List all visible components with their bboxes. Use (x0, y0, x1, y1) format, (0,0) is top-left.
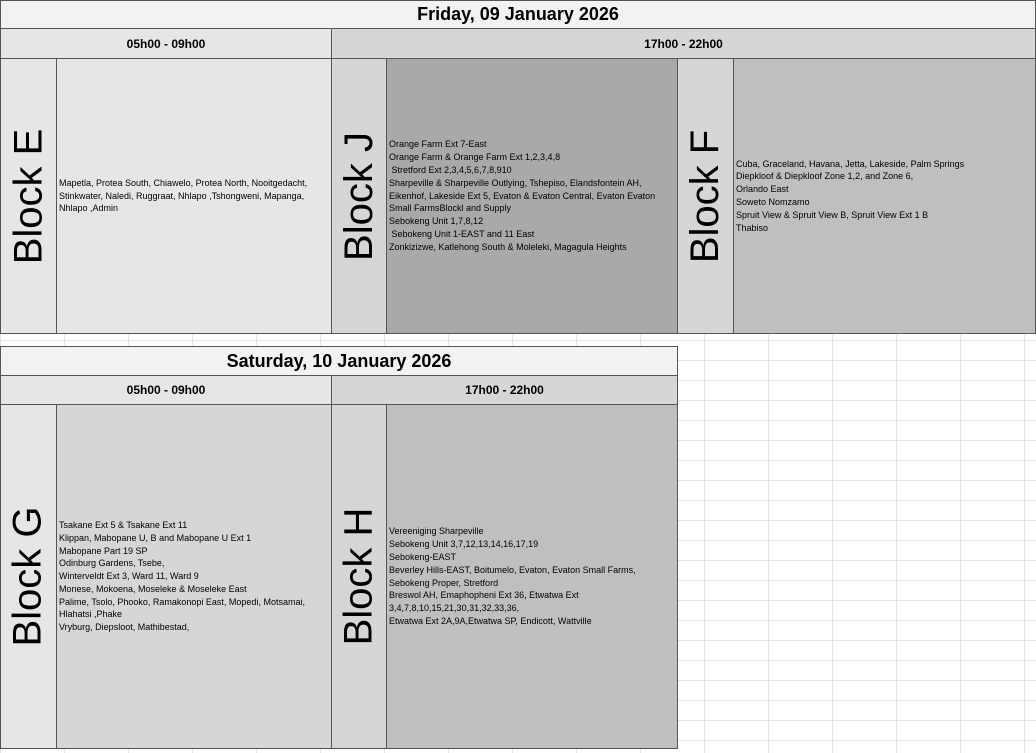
block-areas-e (56, 58, 332, 334)
area-line: Mapetla, Protea South, Chiawelo, Protea North, Nooitgedacht, (59, 177, 308, 188)
area-line: 3,4,7,8,10,15,21,30,31,32,33,36, (389, 603, 520, 614)
area-line: Diepkloof & Diepkloof Zone 1,2, and Zone 6, (736, 171, 914, 182)
area-line: Etwatwa Ext 2A,9A,Etwatwa SP, Endicott, Wattville (389, 615, 592, 626)
block-label-e: Block E (0, 58, 57, 334)
area-line: Nhlapo ,Admin (59, 203, 119, 214)
area-line: Small FarmsBlockl and Supply (389, 203, 512, 214)
area-line: Palime, Tsolo, Phooko, Ramakonopi East, Mopedi, Motsamai, (59, 596, 305, 607)
day-title-friday: Friday, 09 January 2026 (0, 0, 1036, 29)
area-line: Mabopane Part 19 SP (59, 545, 148, 556)
area-line: Soweto Nomzamo (736, 197, 810, 207)
day-title-saturday: Saturday, 10 January 2026 (0, 346, 678, 376)
area-line: Spruit View & Spruit View B, Spruit View Ext 1 B (736, 209, 929, 220)
block-areas-j (386, 58, 678, 334)
area-line: Vryburg, Diepsloot, Mathibestad, (59, 622, 190, 633)
area-line: Breswol AH, Emaphopheni Ext 36, Etwatwa Ext (389, 590, 579, 601)
area-line: Sebokeng Unit 3,7,12,13,14,16,17,19 (389, 539, 539, 550)
area-line: Cuba, Graceland, Havana, Jetta, Lakeside, Palm Springs (736, 158, 965, 169)
area-line: Sebokeng Unit 1-EAST and 11 East (389, 228, 535, 239)
area-line: Stretford Ext 2,3,4,5,6,7,8,910 (389, 165, 512, 175)
area-line: Monese, Mokoena, Moseleke & Moseleke East (59, 583, 247, 594)
area-line: Zonkizizwe, Katlehong South & Moleleki, Magagula Heights (389, 241, 627, 252)
slot-header-saturday-morning: 05h00 - 09h00 (0, 375, 332, 405)
block-areas-f (733, 58, 1036, 334)
area-line: Orlando East (736, 184, 789, 195)
area-line: Vereeniging Sharpeville (389, 526, 484, 537)
area-line: Orange Farm Ext 7-East (389, 139, 487, 150)
area-line: Sebokeng-EAST (389, 551, 457, 562)
block-areas-h (386, 404, 678, 749)
block-label-f: Block F (677, 58, 734, 334)
area-line: Orange Farm & Orange Farm Ext 1,2,3,4,8 (389, 152, 561, 163)
area-line: Hlahatsi ,Phake (59, 609, 123, 620)
area-line: Sharpeville & Sharpeville Outlying, Tshepiso, Elandsfontein AH, (389, 177, 642, 188)
slot-header-friday-evening: 17h00 - 22h00 (331, 28, 1036, 59)
block-areas-g (56, 404, 332, 749)
area-line: Odinburg Gardens, Tsebe, (59, 558, 165, 569)
area-line: Klippan, Mabopane U, B and Mabopane U Ext 1 (59, 532, 252, 543)
area-line: Eikenhof, Lakeside Ext 5, Evaton & Evaton Central, Evaton Evaton (389, 190, 656, 201)
block-label-g: Block G (0, 404, 57, 749)
area-line: Stinkwater, Naledi, Ruggraat, Nhlapo ,Tshongweni, Mapanga, (59, 190, 305, 201)
area-line: Beverley Hills-EAST, Boitumelo, Evaton, Evaton Small Farms, (389, 564, 636, 575)
area-line: Winterveldt Ext 3, Ward 11, Ward 9 (59, 571, 199, 582)
slot-header-friday-morning: 05h00 - 09h00 (0, 28, 332, 59)
area-line: Thabiso (736, 222, 769, 233)
block-label-j: Block J (331, 58, 387, 334)
slot-header-saturday-evening: 17h00 - 22h00 (331, 375, 678, 405)
block-label-h: Block H (331, 404, 387, 749)
area-line: Tsakane Ext 5 & Tsakane Ext 11 (59, 519, 188, 530)
area-line: Sebokeng Unit 1,7,8,12 (389, 216, 484, 227)
area-line: Sebokeng Proper, Stretford (389, 577, 499, 588)
